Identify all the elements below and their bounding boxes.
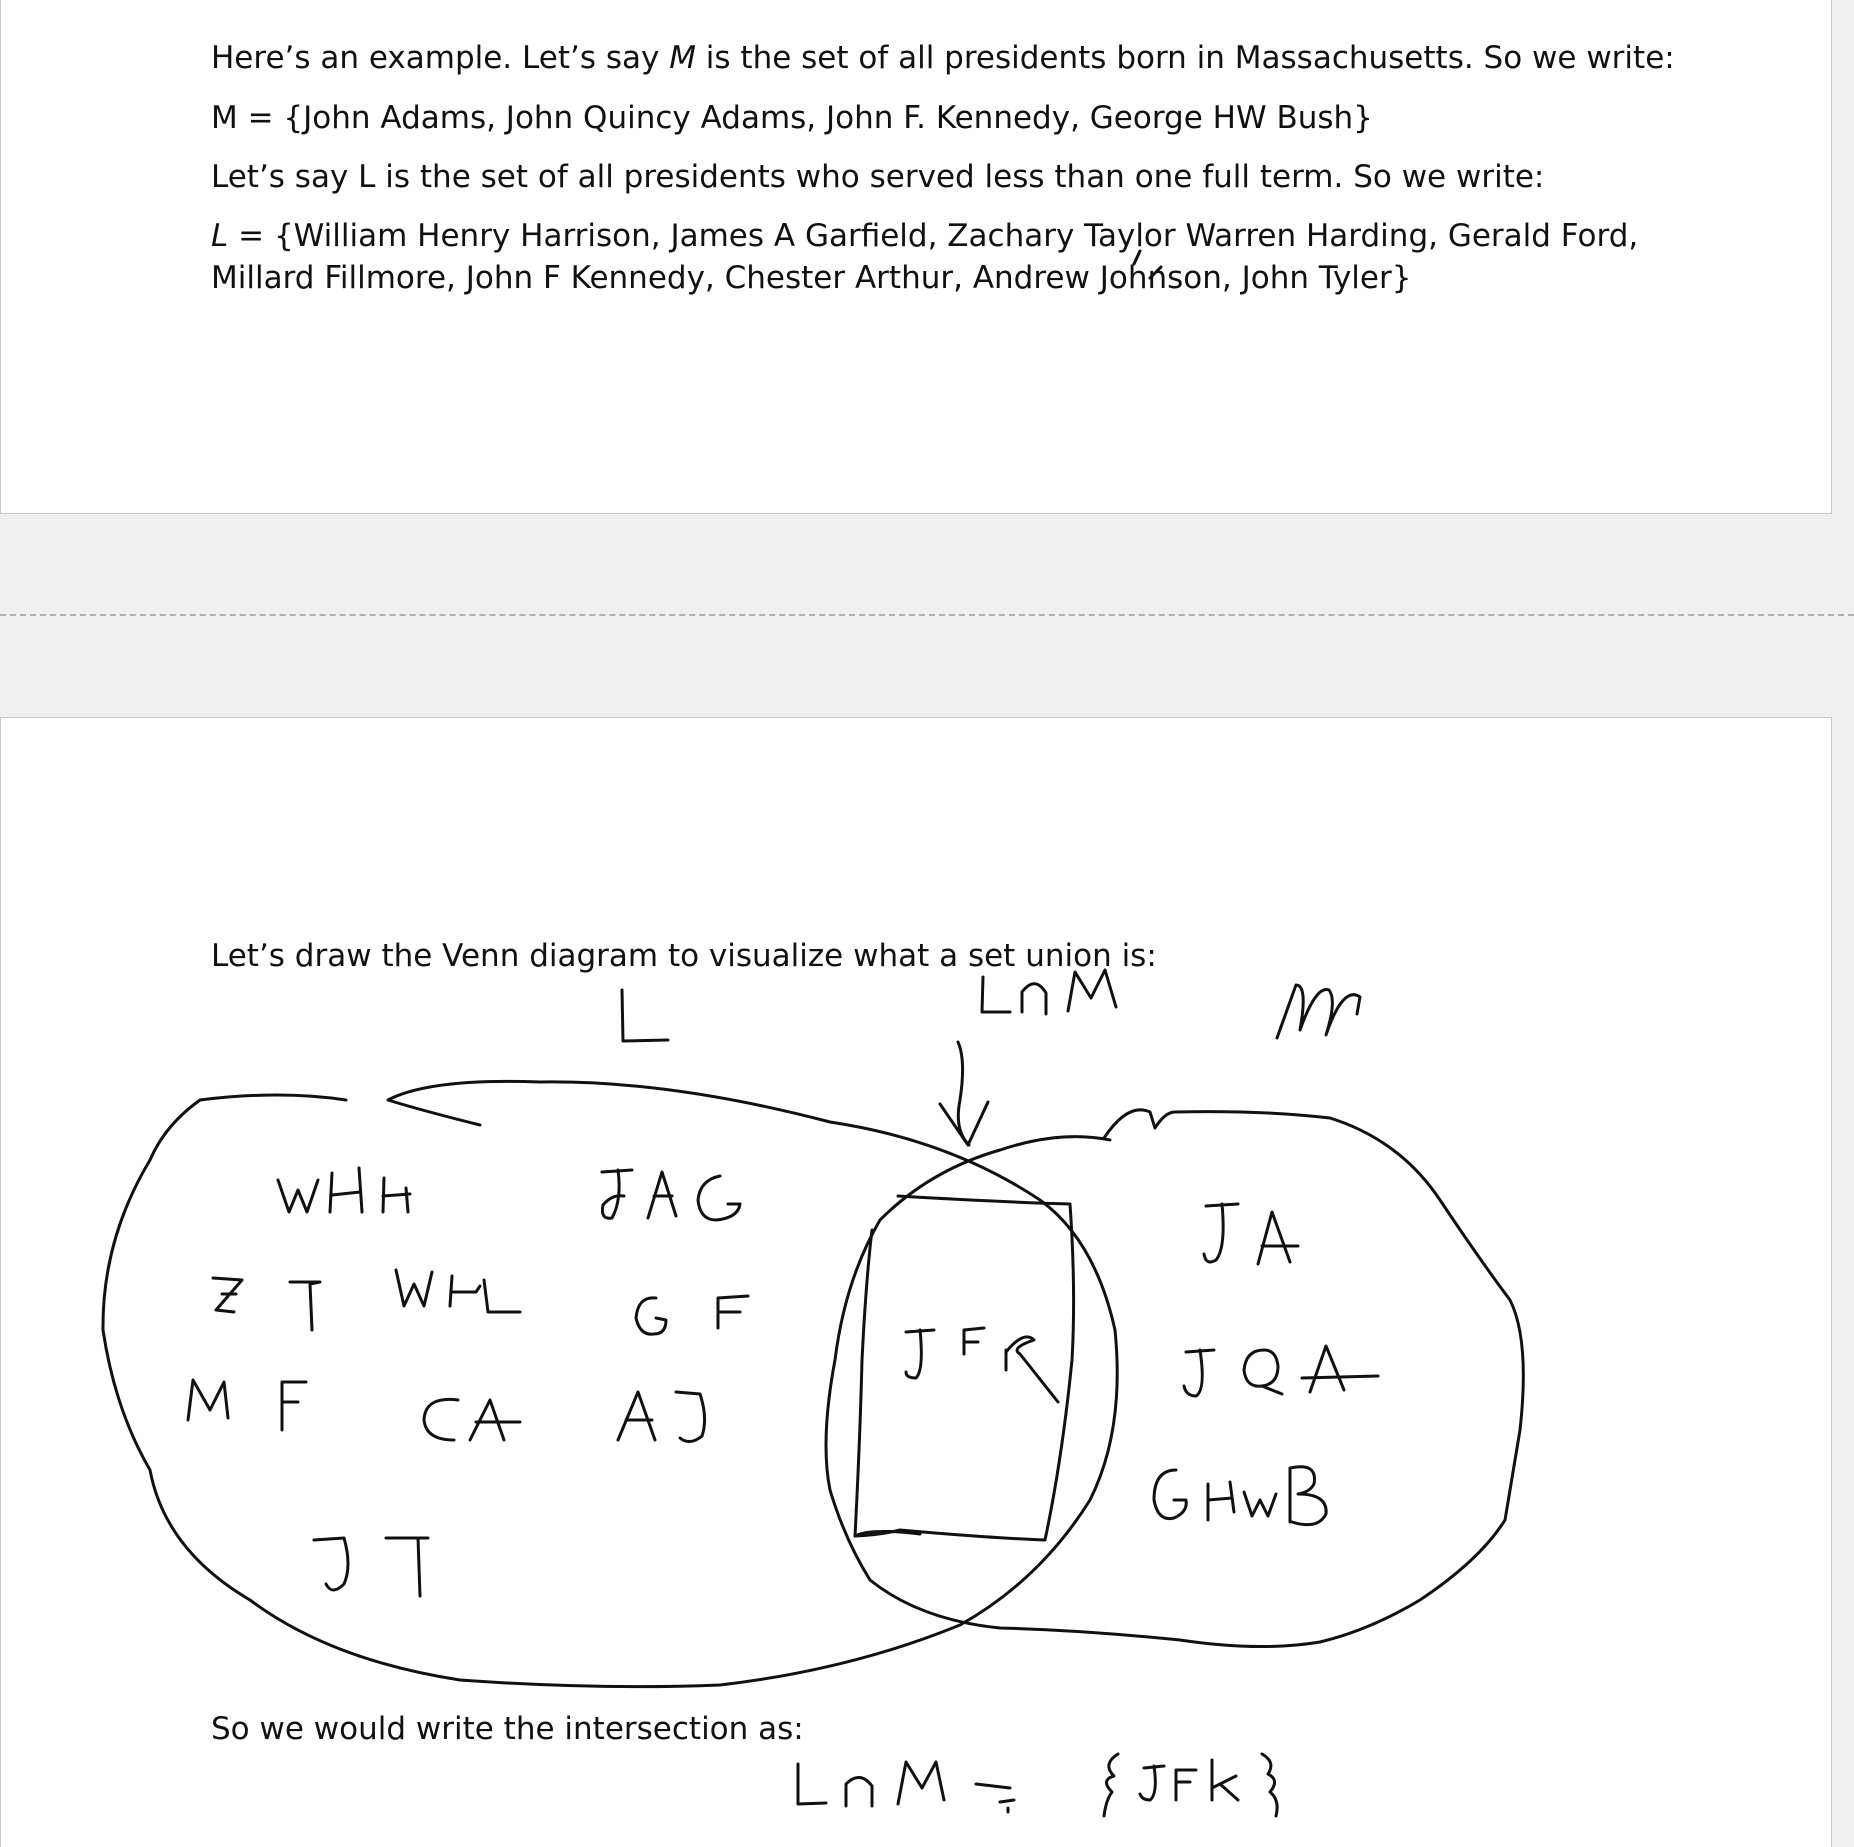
set-m-circle <box>826 1110 1523 1647</box>
ink-result-expression <box>798 1754 1277 1816</box>
italic-variable-m: M <box>669 40 696 76</box>
paragraph-set-l-intro: Let’s say L is the set of all presidents who served less than one full term. So we write: <box>211 159 1545 195</box>
ink-tick-mark <box>1134 251 1140 264</box>
ink-jfk <box>906 1328 1058 1402</box>
ink-aj <box>618 1392 705 1442</box>
ink-jqa <box>1184 1346 1378 1396</box>
ink-zt <box>213 1278 320 1330</box>
label-l-intersect-m-ink <box>982 970 1116 1014</box>
set-l-definition-line2: Millard Fillmore, John F Kennedy, Chester Arthur, Andrew Johnson, John Tyler} <box>211 260 1412 296</box>
ink-jt <box>314 1538 428 1596</box>
ink-ghwb <box>1154 1467 1326 1525</box>
label-m-ink <box>1277 985 1360 1038</box>
paragraph-intersection-intro: So we would write the intersection as: <box>211 1711 804 1747</box>
text-run: Here’s an example. Let’s say <box>211 40 670 76</box>
ink-wh <box>396 1270 520 1312</box>
text-run: is the set of all presidents born in Massachusetts. So we write: <box>695 40 1675 76</box>
ink-ja <box>1204 1204 1298 1264</box>
ink-gf <box>636 1296 748 1334</box>
label-l-ink <box>622 990 668 1041</box>
ink-tick-mark-johnson <box>1150 267 1161 278</box>
arrow-to-intersection-ink <box>940 1042 988 1145</box>
paragraph-venn-intro: Let’s draw the Venn diagram to visualize what a set union is: <box>211 938 1157 974</box>
set-m-definition: M = {John Adams, John Quincy Adams, John F. Kennedy, George HW Bush} <box>211 100 1373 136</box>
italic-variable-l: L <box>211 218 229 254</box>
ink-ca <box>424 1399 520 1440</box>
ink-jag <box>602 1170 740 1220</box>
text-run: = {William Henry Harrison, James A Garfield, Zachary Taylor Warren Harding, Gerald Ford, <box>228 218 1639 254</box>
ink-mf <box>188 1380 306 1430</box>
ink-whh <box>278 1168 410 1212</box>
intersection-highlight-box <box>855 1196 1074 1540</box>
